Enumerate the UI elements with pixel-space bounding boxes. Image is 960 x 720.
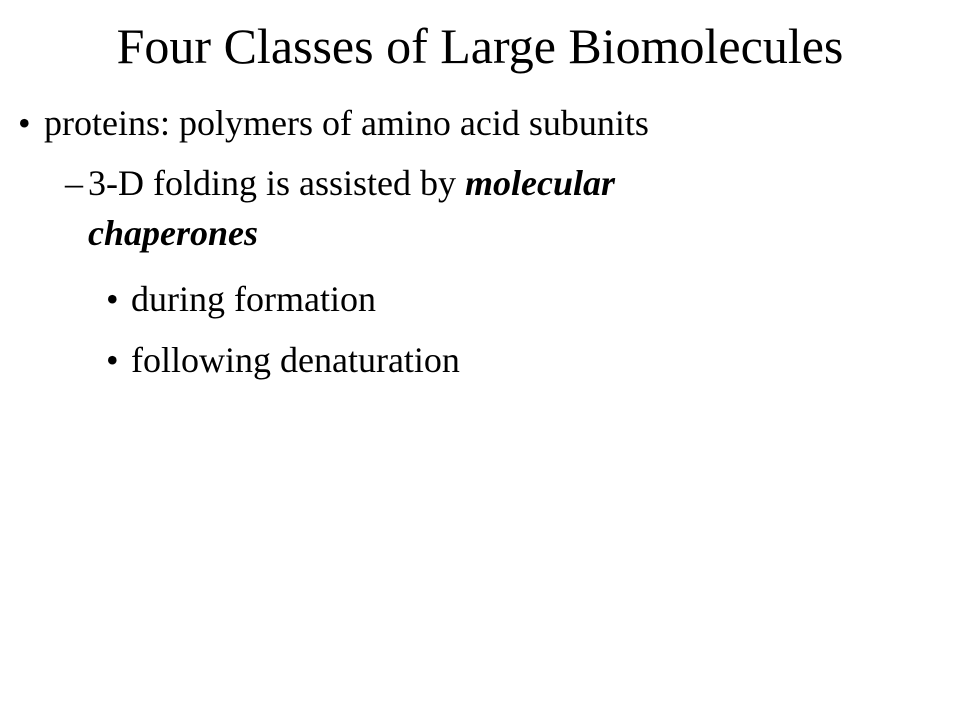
dash-marker: – (65, 163, 83, 203)
sub-sub-bullet-text: following denaturation (131, 340, 460, 380)
bullet-marker: • (106, 279, 119, 319)
emphasis-chaperones: chaperones (88, 213, 258, 253)
slide-title: Four Classes of Large Biomolecules (116, 18, 844, 74)
bullet-marker: • (106, 340, 119, 380)
bullet-marker: • (18, 103, 31, 143)
sub-bullet-plain-text: 3-D folding is assisted by (88, 163, 465, 203)
sub-sub-bullet-text: during formation (131, 279, 376, 319)
bullet-text-proteins: proteins: polymers of amino acid subunits (44, 103, 649, 143)
sub-bullet-text-folding (88, 163, 615, 203)
emphasis-molecular: molecular (464, 163, 615, 203)
